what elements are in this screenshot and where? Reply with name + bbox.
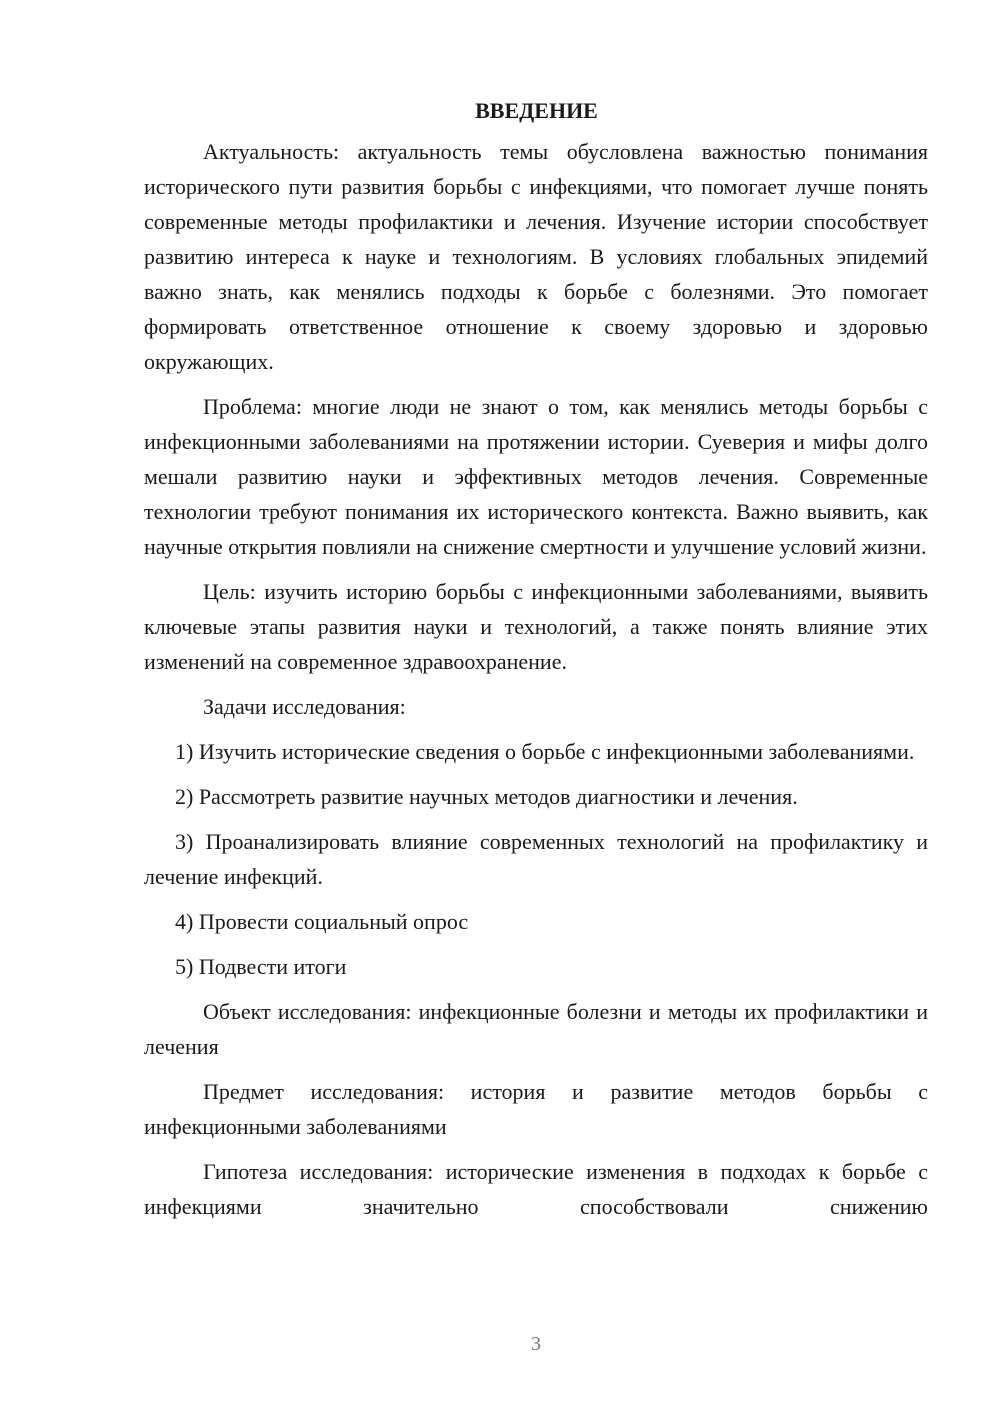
task-item-2: 2) Рассмотреть развитие научных методов диагностики и лечения.: [175, 784, 798, 809]
hypothesis-paragraph: Гипотеза исследования: исторические изменения в подходах к борьбе с инфекциями значительно способствовали снижению: [144, 1159, 928, 1219]
task-item-4: 4) Провести социальный опрос: [175, 909, 469, 934]
document-page: [144, 93, 928, 1234]
task-item-5: 5) Подвести итоги: [175, 954, 347, 979]
problem-paragraph: Проблема: многие люди не знают о том, как менялись методы борьбы с инфекционными заболеваниями на протяжении истории. Суеверия и мифы долго мешали развитию науки и эффективных методов лечения. Современные технологии требуют понимания их исторического контекста. Важно выявить, как научные открытия повлияли на снижение смертности и улучшение условий жизни.: [144, 394, 928, 559]
page-title: ВВЕДЕНИЕ: [475, 98, 598, 123]
goal-paragraph: Цель: изучить историю борьбы с инфекционными заболеваниями, выявить ключевые этапы развития науки и технологий, а также понять влияние этих изменений на современное здравоохранение.: [144, 579, 928, 674]
subject-paragraph: Предмет исследования: история и развитие методов борьбы с инфекционными заболеваниями: [144, 1079, 928, 1139]
task-item-3: 3) Проанализировать влияние современных технологий на профилактику и лечение инфекций.: [144, 829, 928, 889]
page-number: 3: [531, 1333, 541, 1355]
task-item-1: 1) Изучить исторические сведения о борьбе с инфекционными заболеваниями.: [175, 739, 915, 764]
tasks-heading: Задачи исследования:: [203, 694, 406, 719]
relevance-paragraph: Актуальность: актуальность темы обусловлена важностью понимания исторического пути развития борьбы с инфекциями, что помогает лучше понять современные методы профилактики и лечения. Изучение истории способствует развитию интереса к науке и технологиям. В условиях глобальных эпидемий важно знать, как менялись подходы к борьбе с болезнями. Это помогает формировать ответственное отношение к своему здоровью и здоровью окружающих.: [144, 139, 928, 374]
object-paragraph: Объект исследования: инфекционные болезни и методы их профилактики и лечения: [144, 999, 928, 1059]
